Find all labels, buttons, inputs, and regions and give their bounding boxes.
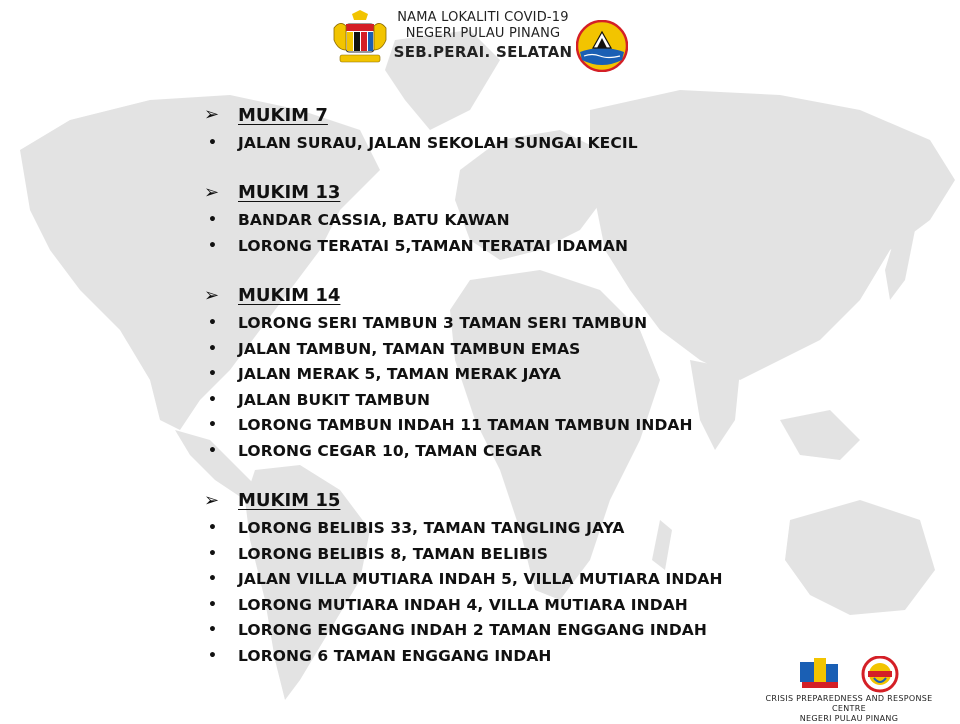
list-item <box>204 233 764 259</box>
dot-bullet-icon: • <box>208 212 217 229</box>
arrow-bullet-icon: ➢ <box>204 489 220 511</box>
mukim-section <box>204 486 764 669</box>
dot-bullet-icon: • <box>208 571 217 588</box>
footer-line-1: CRISIS PREPAREDNESS AND RESPONSE CENTRE <box>765 694 933 713</box>
locality-text: JALAN BUKIT TAMBUN <box>238 390 431 409</box>
locality-text: BANDAR CASSIA, BATU KAWAN <box>238 211 510 230</box>
dot-bullet-icon: • <box>208 340 217 357</box>
dot-bullet-icon: • <box>208 622 217 639</box>
arrow-bullet-icon: ➢ <box>204 104 220 125</box>
list-item <box>204 567 764 593</box>
locality-text: LORONG BELIBIS 33, TAMAN TANGLING JAYA <box>238 519 625 538</box>
locality-text: LORONG 6 TAMAN ENGGANG INDAH <box>238 646 552 665</box>
dot-bullet-icon: • <box>208 134 217 151</box>
section-title: MUKIM 14 <box>238 285 341 306</box>
footer-line-2: NEGERI PULAU PINANG <box>799 714 899 723</box>
section-title: MUKIM 13 <box>238 182 341 203</box>
locality-text: JALAN SURAU, JALAN SEKOLAH SUNGAI KECIL <box>238 133 638 152</box>
locality-text: LORONG CEGAR 10, TAMAN CEGAR <box>238 441 543 460</box>
dot-bullet-icon: • <box>208 237 217 254</box>
section-title: MUKIM 15 <box>238 490 341 511</box>
list-item <box>204 362 764 388</box>
header-line-2: NEGERI PULAU PINANG <box>405 26 561 41</box>
locality-text: LORONG TAMBUN INDAH 11 TAMAN TAMBUN INDAH <box>238 416 693 435</box>
dot-bullet-icon: • <box>208 596 217 613</box>
list-item <box>204 618 764 644</box>
list-item <box>204 438 764 464</box>
mukim-section <box>204 281 764 464</box>
list-item <box>204 311 764 337</box>
dot-bullet-icon: • <box>208 520 217 537</box>
section-title: MUKIM 7 <box>238 104 328 126</box>
locality-text: JALAN MERAK 5, TAMAN MERAK JAYA <box>238 365 562 384</box>
list-item <box>204 130 764 156</box>
section-heading <box>204 100 764 130</box>
dot-bullet-icon: • <box>208 647 217 664</box>
locality-text: LORONG TERATAI 5,TAMAN TERATAI IDAMAN <box>238 236 629 255</box>
dot-bullet-icon: • <box>208 315 217 332</box>
section-heading <box>204 281 764 311</box>
locality-text: LORONG SERI TAMBUN 3 TAMAN SERI TAMBUN <box>238 314 648 333</box>
header-line-3: SEB.PERAI. SELATAN <box>393 43 573 61</box>
mukim-section <box>204 178 764 259</box>
dot-bullet-icon: • <box>208 366 217 383</box>
locality-text: JALAN VILLA MUTIARA INDAH 5, VILLA MUTIARA INDAH <box>238 570 723 589</box>
dot-bullet-icon: • <box>208 391 217 408</box>
arrow-bullet-icon: ➢ <box>204 284 220 306</box>
list-item <box>204 592 764 618</box>
locality-list <box>204 100 764 691</box>
list-item <box>204 336 764 362</box>
arrow-bullet-icon: ➢ <box>204 181 220 203</box>
header-line-1: NAMA LOKALITI COVID-19 <box>397 10 569 25</box>
list-item <box>204 413 764 439</box>
dot-bullet-icon: • <box>208 417 217 434</box>
list-item <box>204 643 764 669</box>
locality-text: JALAN TAMBUN, TAMAN TAMBUN EMAS <box>238 339 581 358</box>
section-heading <box>204 178 764 208</box>
section-heading <box>204 486 764 516</box>
locality-text: LORONG ENGGANG INDAH 2 TAMAN ENGGANG INDAH <box>238 621 707 640</box>
dot-bullet-icon: • <box>208 545 217 562</box>
malaysia-coat-of-arms-icon <box>330 10 390 68</box>
locality-text: LORONG BELIBIS 8, TAMAN BELIBIS <box>238 544 549 563</box>
list-item <box>204 541 764 567</box>
locality-text: LORONG MUTIARA INDAH 4, VILLA MUTIARA INDAH <box>238 595 688 614</box>
cprc-logos-icon <box>794 656 924 694</box>
header-title-block <box>392 10 574 62</box>
header <box>330 6 630 68</box>
list-item <box>204 516 764 542</box>
footer <box>754 656 944 723</box>
list-item <box>204 387 764 413</box>
mukim-section <box>204 100 764 156</box>
list-item <box>204 208 764 234</box>
dot-bullet-icon: • <box>208 442 217 459</box>
penang-state-emblem-icon <box>576 20 628 72</box>
